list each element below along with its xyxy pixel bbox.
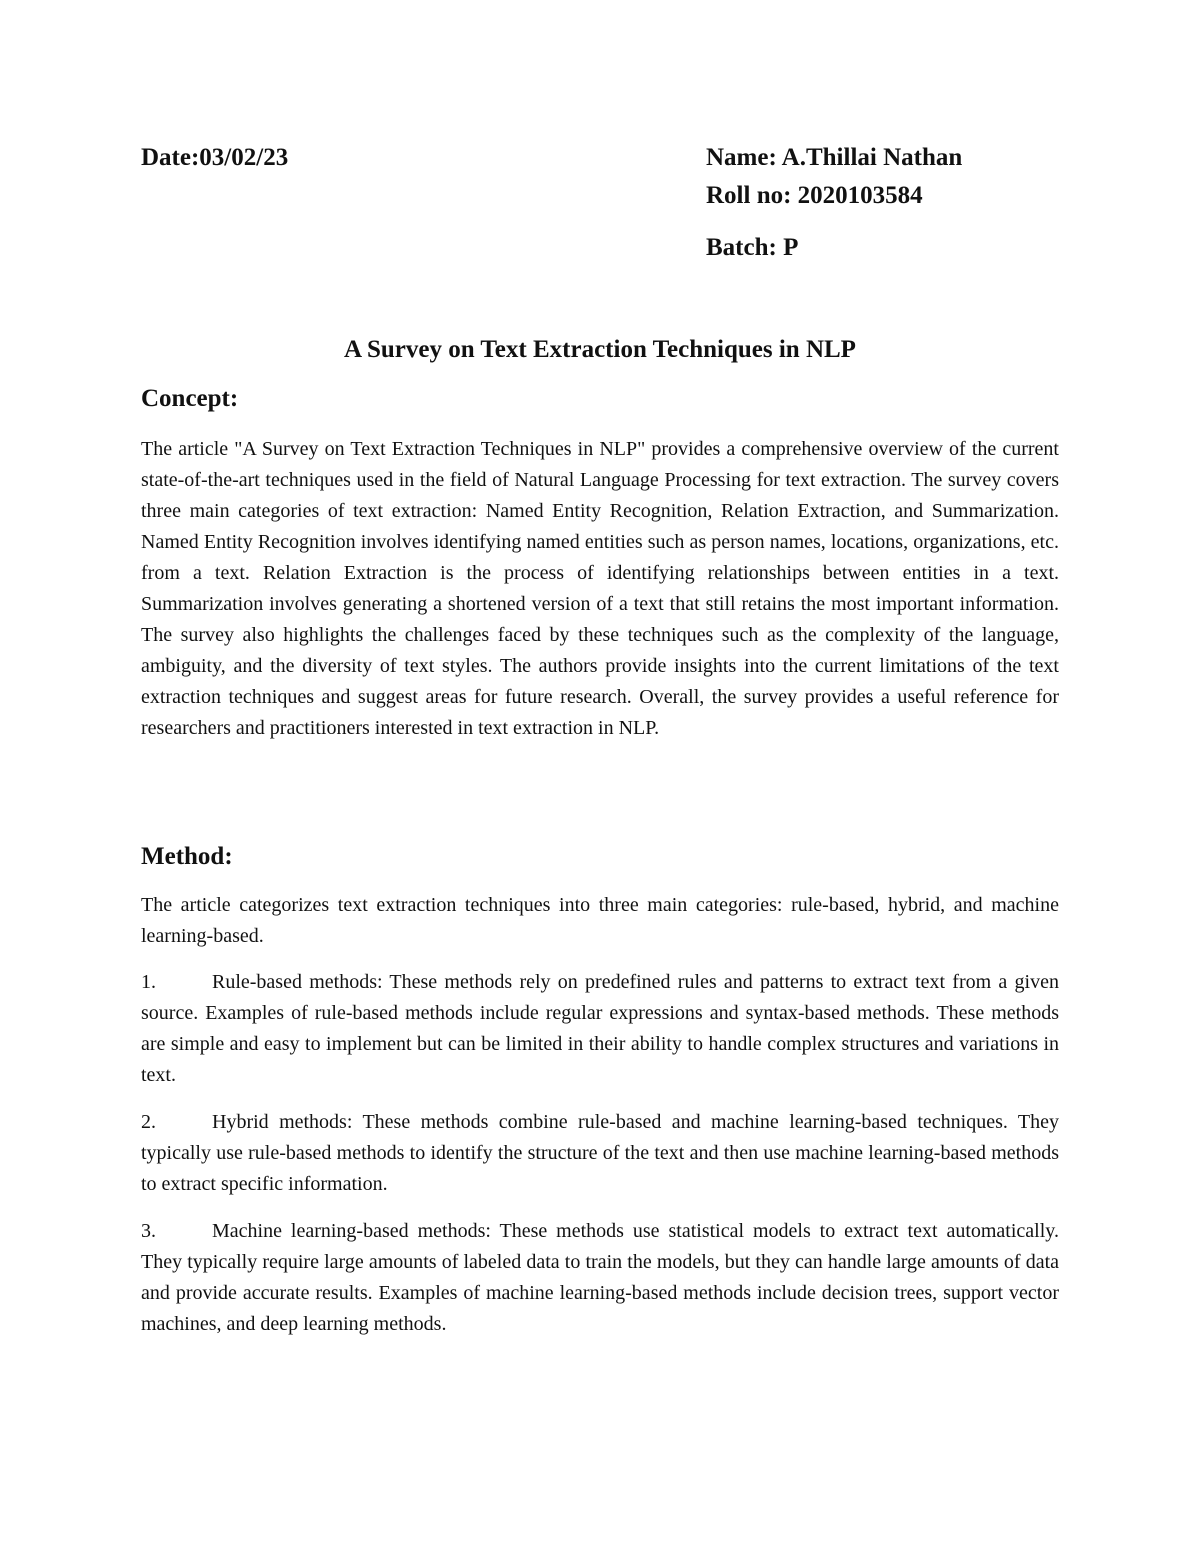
- list-item-number: 3.: [141, 1220, 156, 1242]
- list-item-number: 1.: [141, 971, 156, 993]
- name-field: Name: A.Thillai Nathan: [706, 144, 963, 171]
- batch-field: Batch: P: [706, 234, 799, 261]
- list-item: [141, 1107, 1059, 1200]
- list-item: [141, 967, 1059, 1091]
- concept-paragraph: The article "A Survey on Text Extraction Techniques in NLP" provides a comprehensive overview of the current state-of-the-art techniques used in the field of Natural Language Processing for text extraction. The survey covers three main categories of text extraction: Named Entity Recognition, Relation Extraction, and Summarization. Named Entity Recognition involves identifying named entities such as person names, locations, organizations, etc. from a text. Relation Extraction is the process of identifying relationships between entities in a text. Summarization involves generating a shortened version of a text that still retains the most important information. The survey also highlights the challenges faced by these techniques such as the complexity of the language, ambiguity, and the diversity of text styles. The authors provide insights into the current limitations of the text extraction techniques and suggest areas for future research. Overall, the survey provides a useful reference for researchers and practitioners interested in text extraction in NLP.: [141, 438, 1059, 739]
- list-item-number: 2.: [141, 1111, 156, 1133]
- method-heading: Method:: [141, 843, 233, 870]
- method-intro-paragraph: The article categorizes text extraction techniques into three main categories: rule-based, hybrid, and machine learning-based.: [141, 894, 1059, 947]
- list-item: [141, 1216, 1059, 1340]
- date-field: Date:03/02/23: [141, 144, 289, 171]
- list-item-text: Rule-based methods: These methods rely on predefined rules and patterns to extract text from a given source. Examples of rule-based methods include regular expressions and syntax-based methods. These methods are simple and easy to implement but can be limited in their ability to handle complex structures and variations in text.: [141, 971, 1059, 1086]
- document-title: A Survey on Text Extraction Techniques in NLP: [344, 336, 856, 363]
- list-item-text: Hybrid methods: These methods combine rule-based and machine learning-based techniques. They typically use rule-based methods to identify the structure of the text and then use machine learning-based methods to extract specific information.: [141, 1111, 1059, 1195]
- roll-number-field: Roll no: 2020103584: [706, 182, 923, 209]
- concept-heading: Concept:: [141, 385, 239, 412]
- list-item-text: Machine learning-based methods: These methods use statistical models to extract text automatically. They typically require large amounts of labeled data to train the models, but they can handle large amounts of data and provide accurate results. Examples of machine learning-based methods include decision trees, support vector machines, and deep learning methods.: [141, 1220, 1059, 1335]
